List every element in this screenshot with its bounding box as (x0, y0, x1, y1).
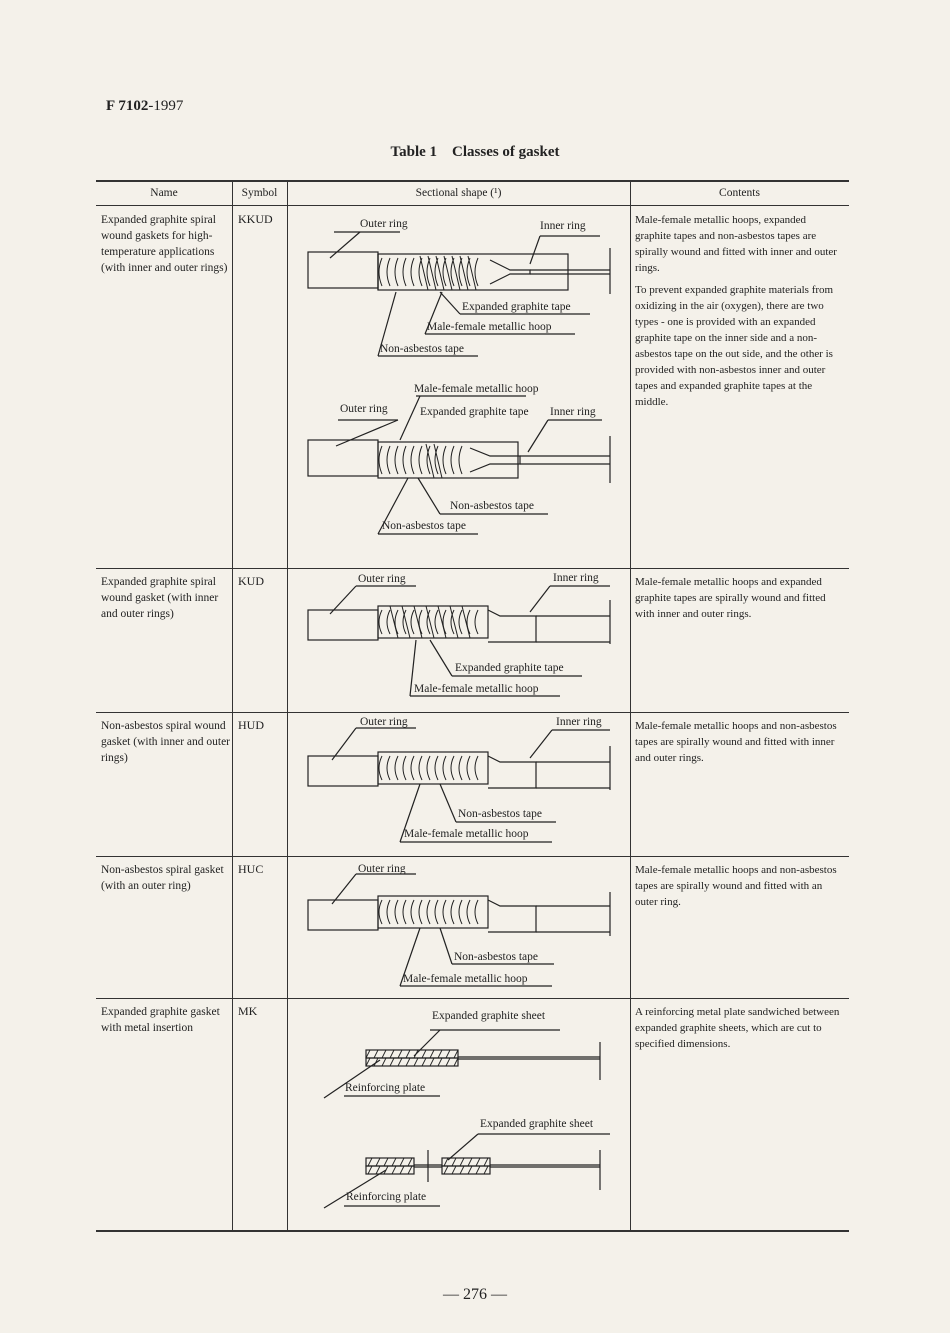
row-1-label-hoop-b: Male-female metallic hoop (414, 383, 539, 395)
row-5-diagram (290, 1000, 630, 1226)
row-4-symbol: HUC (238, 862, 264, 876)
row-1-label-non-asbestos-b1: Non-asbestos tape (450, 500, 534, 512)
rule-row-2 (96, 712, 849, 713)
header-contents: Contents (719, 187, 760, 199)
row-4-diagram (290, 858, 630, 994)
row-1-label-outer-ring: Outer ring (360, 218, 408, 230)
row-5-label-plate-a: Reinforcing plate (345, 1082, 426, 1094)
header-shape: Sectional shape (¹) (415, 187, 502, 199)
row-1-label-inner-ring: Inner ring (540, 220, 586, 232)
row-5-contents: A reinforcing metal plate sandwiched between expanded graphite sheets, which are cut to specified dimensions. (635, 1006, 840, 1050)
rule-header (96, 205, 849, 206)
row-5-label-sheet-b: Expanded graphite sheet (480, 1118, 594, 1130)
row-1-contents-p1: Male-female metallic hoops, expanded graphite tapes and non-asbestos tapes are spirally wound and fitted with inner and outer rings. (635, 214, 837, 274)
rule-row-3 (96, 856, 849, 857)
row-4-label-non-asbestos: Non-asbestos tape (454, 951, 538, 963)
row-3-symbol: HUD (238, 718, 264, 732)
row-1-contents (635, 212, 843, 416)
rule-row-4 (96, 998, 849, 999)
page-number: — 276 — (443, 1286, 507, 1303)
doc-code: F 7102 (106, 98, 149, 114)
doc-year: -1997 (148, 98, 184, 114)
row-1-label-outer-ring-b: Outer ring (340, 403, 388, 415)
row-4-name: Non-asbestos spiral gasket (with an outer ring) (101, 864, 224, 892)
row-1-diagram (290, 208, 630, 563)
row-2-label-inner-ring: Inner ring (553, 572, 599, 584)
row-2-label-hoop: Male-female metallic hoop (414, 683, 539, 695)
row-3-label-inner-ring: Inner ring (556, 716, 602, 728)
col-divider-1 (232, 181, 233, 1231)
row-2-name: Expanded graphite spiral wound gasket (with inner and outer rings) (101, 576, 219, 620)
col-divider-2 (287, 181, 288, 1231)
row-5-label-sheet-a: Expanded graphite sheet (432, 1010, 546, 1022)
row-2-symbol: KUD (238, 574, 264, 588)
col-divider-3 (630, 181, 631, 1231)
row-1-label-inner-ring-b: Inner ring (550, 406, 596, 418)
row-4-label-outer-ring: Outer ring (358, 863, 406, 875)
row-1-label-hoop: Male-female metallic hoop (427, 321, 552, 333)
row-2-label-outer-ring: Outer ring (358, 573, 406, 585)
row-1-name: Expanded graphite spiral wound gaskets for high-temperature applications (with inner and outer rings) (101, 214, 228, 274)
row-3-diagram (290, 714, 630, 850)
row-3-contents: Male-female metallic hoops and non-asbestos tapes are spirally wound and fitted with inner and outer rings. (635, 720, 837, 764)
row-3-name: Non-asbestos spiral wound gasket (with inner and outer rings) (101, 720, 231, 764)
row-1-label-non-asbestos: Non-asbestos tape (380, 343, 464, 355)
row-4-label-hoop: Male-female metallic hoop (403, 973, 528, 985)
header-name: Name (150, 187, 178, 199)
rule-row-1 (96, 568, 849, 569)
row-5-label-plate-b: Reinforcing plate (346, 1191, 427, 1203)
row-5-symbol: MK (238, 1004, 258, 1018)
row-1-contents-p2: To prevent expanded graphite materials from oxidizing in the air (oxygen), there are two types - one is provided with an expanded graphite tape on the inner side and a non-asbestos tape on the out side, and the other is provided with non-asbestos inner and outer tapes and expanded graphite tapes at the middle. (635, 284, 834, 408)
header-symbol: Symbol (241, 187, 278, 199)
row-5-name: Expanded graphite gasket with metal insertion (101, 1006, 220, 1034)
row-1-label-graphite-tape: Expanded graphite tape (462, 301, 571, 313)
row-2-contents: Male-female metallic hoops and expanded graphite tapes are spirally wound and fitted with inner and outer rings. (635, 576, 826, 620)
rule-top (96, 180, 849, 182)
row-2-diagram (290, 570, 630, 706)
row-4-contents: Male-female metallic hoops and non-asbestos tapes are spirally wound and fitted with an outer ring. (635, 864, 837, 908)
table-title: Table 1 Classes of gasket (390, 144, 560, 160)
row-3-label-non-asbestos: Non-asbestos tape (458, 808, 542, 820)
row-3-label-hoop: Male-female metallic hoop (404, 828, 529, 840)
row-1-symbol: KKUD (238, 212, 273, 226)
row-1-label-non-asbestos-b2: Non-asbestos tape (382, 520, 466, 532)
row-2-label-graphite-tape: Expanded graphite tape (455, 662, 564, 674)
rule-bottom (96, 1230, 849, 1232)
row-1-label-graphite-tape-b: Expanded graphite tape (420, 406, 529, 418)
row-3-label-outer-ring: Outer ring (360, 716, 408, 728)
document-number (106, 98, 183, 115)
